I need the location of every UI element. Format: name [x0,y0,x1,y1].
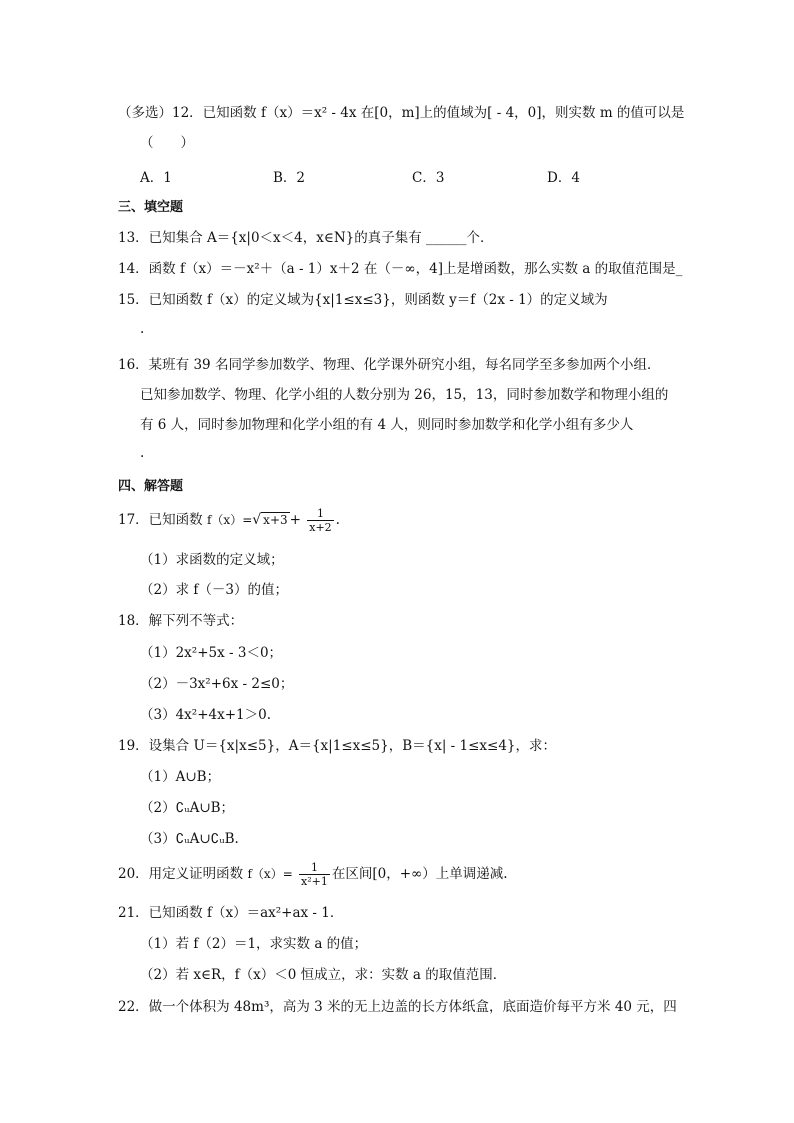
q14: 14．函数 f（x）＝－x²＋（a ‐ 1）x＋2 在（－∞，4]上是增函数，那么实数 a 的取值范围是_ [118,261,683,277]
q20-fraction [299,861,330,888]
q17-fraction [307,507,333,534]
q16-line1: 16．某班有 39 名同学参加数学、物理、化学课外研究小组，每名同学至多参加两个小组． [118,357,661,373]
q15-line2: . [140,321,145,337]
q18-title: 18．解下列不等式： [118,613,244,629]
q20-numerator: 1 [310,861,318,874]
section-solution-heading: 四、解答题 [118,479,184,494]
q21-part1: （1）若 f（2）＝1，求实数 a 的值； [140,936,368,952]
q20-prefix: 20．用定义证明函数 [118,866,244,882]
q19-part3: （3）∁ᵤA∪∁ᵤB. [140,831,239,847]
q17-plus: + [289,512,301,528]
section-fill-in-heading: 三、填空题 [118,200,184,215]
sqrt-icon: √ [252,512,262,528]
q12-option-d: D．4 [547,170,580,186]
q17-end: . [335,512,340,528]
q15-line1: 15．已知函数 f（x）的定义域为{x|1≤x≤3}，则函数 y＝f（2x ‐ 1）的定义域为 [118,292,608,308]
q17-title [118,507,340,534]
q18-part1: （1）2x²+5x ‐ 3＜0； [140,645,283,661]
q12-option-a: A．1 [140,170,172,186]
q12-line1: （多选）12．已知函数 f（x）＝x² ‐ 4x 在[0，m]上的值域为[ ‐ 4，0]，则实数 m 的值可以是 [118,105,685,121]
q16-line2: 已知参加数学、物理、化学小组的人数分别为 26，15，13，同时参加数学和物理小组的 [140,387,669,403]
q18-part2: （2）－3x²+6x ‐ 2≤0； [140,676,294,692]
q17-part2: （2）求 f（－3）的值； [140,582,288,598]
q19-part2: （2）∁ᵤA∪B； [140,800,235,816]
q16-line3: 有 6 人，同时参加物理和化学小组的有 4 人，则同时参加数学和化学小组有多少人 [140,417,634,433]
q19-part1: （1）A∪B； [140,769,221,785]
q21-title: 21．已知函数 f（x）＝ax²+ax ‐ 1． [118,905,344,921]
q12-option-c: C．3 [412,170,445,186]
q17-numerator: 1 [316,507,324,520]
q19-title: 19．设集合 U＝{x|x≤5}，A＝{x|1≤x≤5}，B＝{x| ‐ 1≤x≤4}，求： [118,738,557,754]
q17-part1: （1）求函数的定义域； [140,552,284,568]
q20-fx: f（x）= [247,867,293,881]
q17-fx: f（x）= [206,513,253,527]
q17-prefix: 17．已知函数 [118,512,203,528]
q17-radicand: x+3 [263,513,288,527]
q17-denominator: x+2 [309,521,332,534]
q13: 13．已知集合 A＝{x|0＜x＜4，x∈N}的真子集有 ______个． [118,230,494,246]
q16-line4: . [140,445,145,461]
q20-title [118,861,508,888]
q12-line2: （ ） [140,135,194,151]
q12-option-b: B．2 [273,170,306,186]
q18-part3: （3）4x²+4x+1＞0. [140,707,271,723]
q20-denominator: x²+1 [301,875,328,888]
q22-line1: 22．做一个体积为 48m³，高为 3 米的无上边盖的长方体纸盒，底面造价每平方米 40 元，四 [118,999,677,1015]
q21-part2: （2）若 x∈R，f（x）＜0 恒成立，求：实数 a 的取值范围． [140,967,507,983]
q20-suffix: 在区间[0，+∞）上单调递减. [331,866,508,882]
